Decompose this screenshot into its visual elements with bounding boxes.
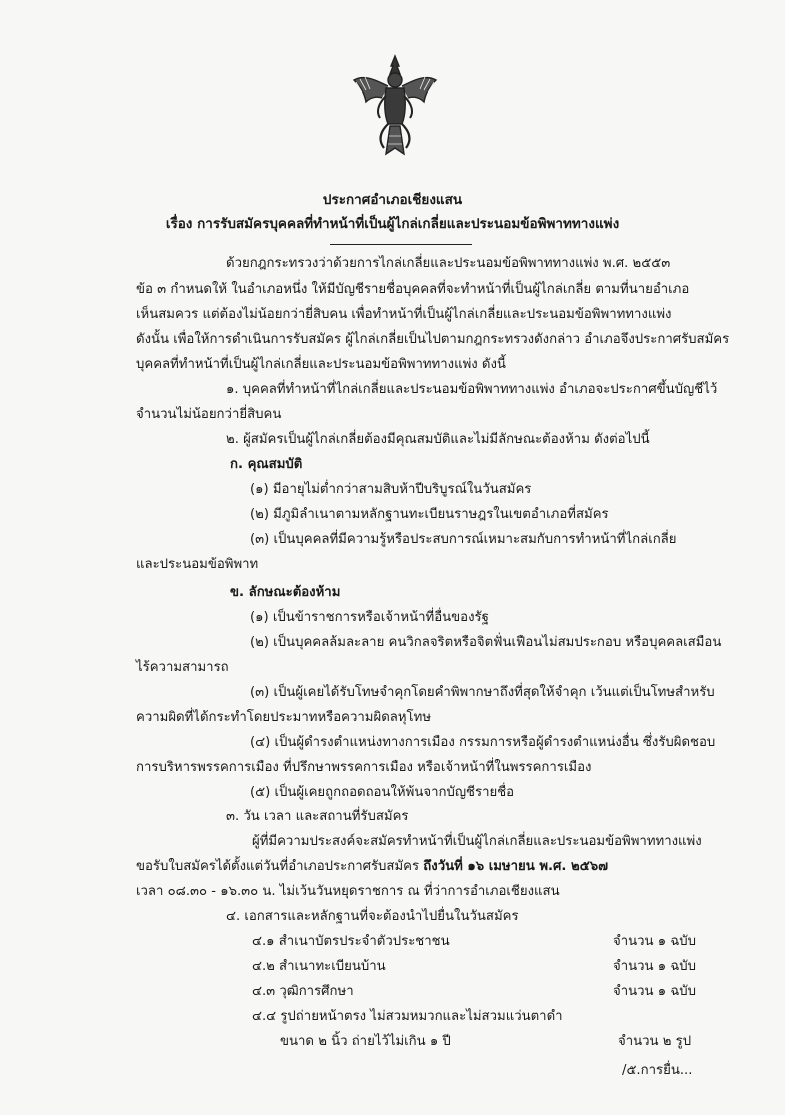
item-3-line: เวลา ๐๘.๓๐ - ๑๖.๓๐ น. ไม่เว้นวันหยุดราชการ ณ ที่ว่าการอำเภอเชียงแสน bbox=[136, 884, 560, 899]
document-qty: จำนวน ๑ ฉบับ bbox=[613, 959, 697, 974]
prohibition-item: (๒) เป็นบุคคลล้มละลาย คนวิกลจริตหรือจิตฟั่นเฟือนไม่สมประกอบ หรือบุคคลเสมือน bbox=[250, 635, 722, 650]
prohibition-item: (๔) เป็นผู้ดำรงตำแหน่งทางการเมือง กรรมการหรือผู้ดำรงตำแหน่งอื่น ซึ่งรับผิดชอบ bbox=[250, 735, 716, 750]
continued-marker: /๕.การยื่น... bbox=[622, 1063, 693, 1078]
qualification-item: (๓) เป็นบุคคลที่มีความรู้หรือประสบการณ์เหมาะสมกับการทำหน้าที่ไกล่เกลี่ย bbox=[250, 532, 677, 547]
item-3-open-text: ขอรับใบสมัครได้ตั้งแต่วันที่อำเภอประกาศรับสมัคร bbox=[136, 859, 424, 874]
title-divider bbox=[330, 244, 472, 245]
prohibition-item-cont: ความผิดที่ได้กระทำโดยประมาทหรือความผิดลหุโทษ bbox=[136, 710, 432, 725]
garuda-emblem-icon bbox=[350, 52, 440, 160]
qualifications-heading: ก. คุณสมบัติ bbox=[230, 457, 303, 472]
prohibitions-heading: ข. ลักษณะต้องห้าม bbox=[230, 585, 341, 600]
item-3-line: ผู้ที่มีความประสงค์จะสมัครทำหน้าที่เป็นผู้ไกล่เกลี่ยและประนอมข้อพิพาททางแพ่ง bbox=[252, 834, 702, 849]
prohibition-item-cont: การบริหารพรรคการเมือง ที่ปรึกษาพรรคการเมือง หรือเจ้าหน้าที่ในพรรคการเมือง bbox=[136, 760, 592, 775]
qualification-item-cont: และประนอมข้อพิพาท bbox=[136, 557, 259, 572]
intro-line: ด้วยกฎกระทรวงว่าด้วยการไกล่เกลี่ยและประนอมข้อพิพาททางแพ่ง พ.ศ. ๒๕๕๓ bbox=[226, 256, 671, 271]
qualification-item: (๒) มีภูมิลำเนาตามหลักฐานทะเบียนราษฎรในเขตอำเภอที่สมัคร bbox=[250, 507, 609, 522]
announcement-subject: เรื่อง การรับสมัครบุคคลที่ทำหน้าที่เป็นผู้ไกล่เกลี่ยและประนอมข้อพิพาททางแพ่ง bbox=[165, 216, 620, 232]
intro-line: ข้อ ๓ กำหนดให้ ในอำเภอหนึ่ง ให้มีบัญชีรายชื่อบุคคลที่จะทำหน้าที่เป็นผู้ไกล่เกลี่ย ตามที่นายอำเภอ bbox=[136, 282, 690, 297]
prohibition-item: (๕) เป็นผู้เคยถูกถอดถอนให้พ้นจากบัญชีรายชื่อ bbox=[250, 785, 515, 800]
prohibition-item-cont: ไร้ความสามารถ bbox=[136, 660, 229, 675]
document-item: ๔.๔ รูปถ่ายหน้าตรง ไม่สวมหมวกและไม่สวมแว่นตาดำ bbox=[252, 1009, 563, 1024]
intro-line: เห็นสมควร แต่ต้องไม่น้อยกว่ายี่สิบคน เพื่อทำหน้าที่เป็นผู้ไกล่เกลี่ยและประนอมข้อพิพาททางแพ่ง bbox=[136, 307, 672, 322]
document-item: ๔.๒ สำเนาทะเบียนบ้าน bbox=[252, 959, 386, 974]
document-qty: จำนวน ๒ รูป bbox=[618, 1034, 692, 1049]
document-item: ๔.๑ สำเนาบัตรประจำตัวประชาชน bbox=[252, 934, 450, 949]
announcement-title: ประกาศอำเภอเชียงแสน bbox=[322, 192, 463, 208]
item-2: ๒. ผู้สมัครเป็นผู้ไกล่เกลี่ยต้องมีคุณสมบัติและไม่มีลักษณะต้องห้าม ดังต่อไปนี้ bbox=[226, 432, 650, 447]
document-item: ๔.๓ วุฒิการศึกษา bbox=[252, 984, 354, 999]
item-3-heading: ๓. วัน เวลา และสถานที่รับสมัคร bbox=[226, 809, 409, 824]
intro-line: บุคคลที่ทำหน้าที่เป็นผู้ไกล่เกลี่ยและประนอมข้อพิพาททางแพ่ง ดังนี้ bbox=[136, 357, 506, 372]
prohibition-item: (๓) เป็นผู้เคยได้รับโทษจำคุกโดยคำพิพากษาถึงที่สุดให้จำคุก เว้นแต่เป็นโทษสำหรับ bbox=[250, 685, 715, 700]
item-1-cont: จำนวนไม่น้อยกว่ายี่สิบคน bbox=[136, 407, 282, 422]
item-4-heading: ๔. เอกสารและหลักฐานที่จะต้องนำไปยื่นในวันสมัคร bbox=[226, 909, 519, 924]
qualification-item: (๑) มีอายุไม่ต่ำกว่าสามสิบห้าปีบริบูรณ์ในวันสมัคร bbox=[250, 482, 532, 497]
document-item-cont: ขนาด ๒ นิ้ว ถ่ายไว้ไม่เกิน ๑ ปี bbox=[280, 1034, 451, 1049]
document-qty: จำนวน ๑ ฉบับ bbox=[613, 984, 697, 999]
item-1: ๑. บุคคลที่ทำหน้าที่ไกล่เกลี่ยและประนอมข้อพิพาททางแพ่ง อำเภอจะประกาศขึ้นบัญชีไว้ bbox=[226, 382, 718, 397]
application-deadline: ถึงวันที่ ๑๖ เมษายน พ.ศ. ๒๕๖๗ bbox=[423, 859, 608, 874]
intro-line: ดังนั้น เพื่อให้การดำเนินการรับสมัคร ผู้ไกล่เกลี่ยเป็นไปตามกฎกระทรวงดังกล่าว อำเภอจึงประกาศรับสมัคร bbox=[136, 332, 730, 347]
item-3-line bbox=[136, 858, 608, 876]
document-qty: จำนวน ๑ ฉบับ bbox=[613, 934, 697, 949]
prohibition-item: (๑) เป็นข้าราชการหรือเจ้าหน้าที่อื่นของรัฐ bbox=[250, 610, 489, 625]
